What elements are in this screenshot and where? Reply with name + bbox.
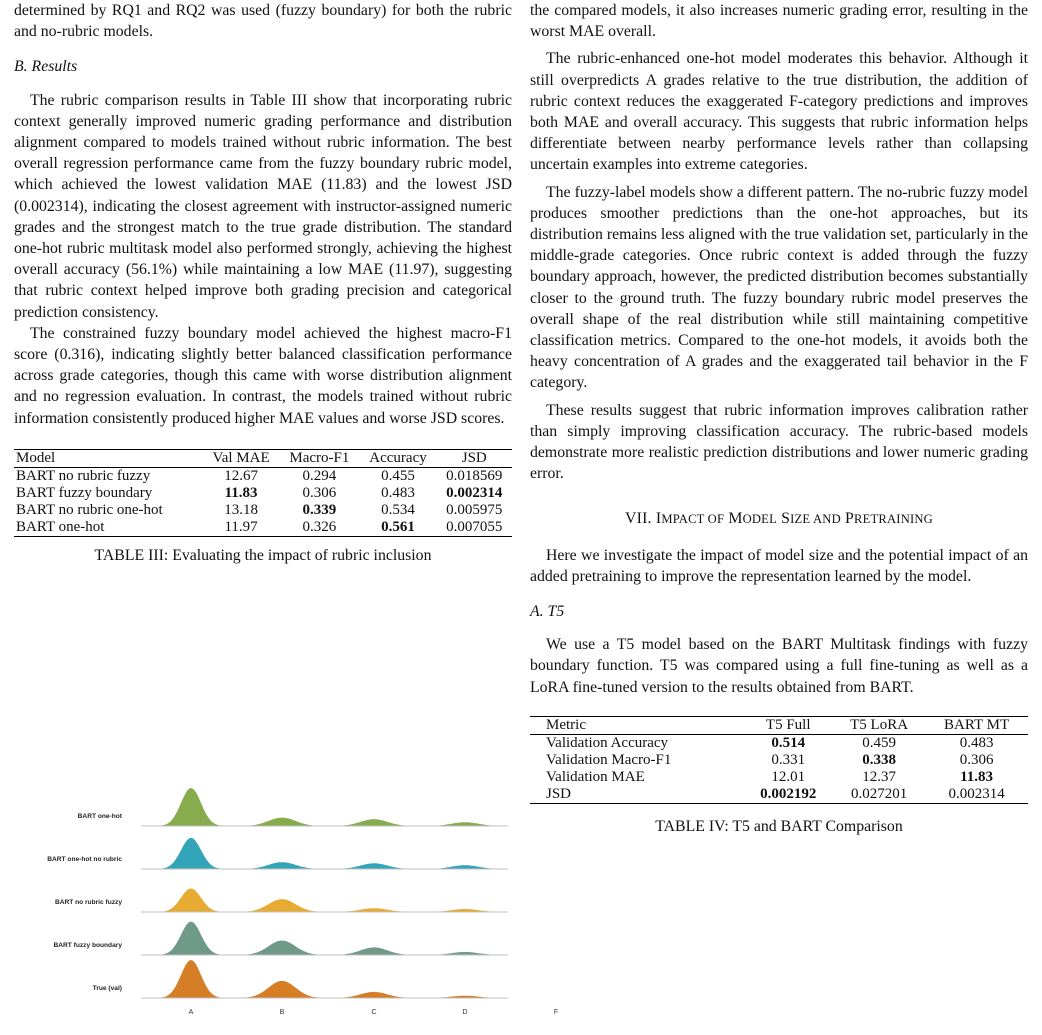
ridge-series-0 xyxy=(141,788,508,826)
table-header: Val MAE xyxy=(212,449,270,466)
table-cell: BART no rubric one-hot xyxy=(16,501,163,518)
ridge-series-label: BART one-hot no rubric xyxy=(47,856,122,863)
ridge-series-4 xyxy=(141,960,508,998)
ridge-x-tick-label: C xyxy=(371,1009,377,1016)
table-cell: Validation MAE xyxy=(546,768,645,785)
table-cell: 0.306 xyxy=(302,484,337,501)
table-iv xyxy=(530,716,1028,804)
table-cell-best: 11.83 xyxy=(960,768,994,785)
table-cell: 0.018569 xyxy=(446,467,503,484)
table-cell: BART one-hot xyxy=(16,518,105,535)
table-cell: BART no rubric fuzzy xyxy=(16,467,151,484)
table-cell: 0.483 xyxy=(381,484,415,501)
ridge-series-label: BART one-hot xyxy=(77,813,122,820)
ridge-series-2 xyxy=(141,889,508,913)
table-cell: 12.01 xyxy=(771,768,806,785)
table-cell: 11.97 xyxy=(224,518,258,535)
table-header: JSD xyxy=(461,449,487,466)
table-cell: 0.306 xyxy=(959,751,994,768)
table-header: Accuracy xyxy=(369,449,427,466)
ridge-x-tick-label: B xyxy=(279,1009,285,1016)
table-header: T5 Full xyxy=(765,716,811,733)
table-cell: 0.027201 xyxy=(850,785,908,802)
paragraph: The rubric-enhanced one-hot model moderates this behavior. Although it still overpredicts A grades relative to the true distribution, the addition of rubric context reduces the exaggerated F-category predictions and improves both MAE and overall accuracy. This suggests that rubric information helps differentiate between nearby performance levels rather than collapsing uncertain examples into extreme categories. xyxy=(530,50,1028,174)
table-cell-best: 0.339 xyxy=(302,501,337,518)
paragraph: determined by RQ1 and RQ2 was used (fuzzy boundary) for both the rubric and no-rubric models. xyxy=(14,2,512,41)
table-cell: 0.326 xyxy=(302,518,337,535)
table-cell: 0.331 xyxy=(771,751,806,768)
table-header: Metric xyxy=(546,716,586,733)
table-row xyxy=(14,502,512,519)
paragraph: the compared models, it also increases numeric grading error, resulting in the worst MAE overall. xyxy=(530,2,1028,41)
paragraph: Here we investigate the impact of model size and the potential impact of an added pretraining to improve the representation learned by the model. xyxy=(530,546,1028,585)
table-cell: 12.37 xyxy=(862,768,896,785)
table-header-row xyxy=(14,449,512,467)
ridge-x-tick-label: D xyxy=(462,1009,468,1016)
table-cell: 0.455 xyxy=(381,467,415,484)
table-cell: JSD xyxy=(546,785,572,802)
paragraph: The fuzzy-label models show a different pattern. The no-rubric fuzzy model produces smoother predictions than the one-hot approaches, but its distribution remains less aligned with the true validation set, particularly in the middle-grade categories. Once rubric context is added through the fuzzy boundary approach, however, the predicted distribution becomes substantially closer to the ground truth. The fuzzy boundary rubric model preserves the overall shape of the real distribution while still maintaining competitive classification metrics. Compared to the one-hot models, it avoids both the heavy concentration of A grades and the exaggerated tail behavior in the F category. xyxy=(530,183,1028,392)
paragraph: These results suggest that rubric information improves calibration rather than simply improving classification accuracy. The rubric-based models demonstrate more realistic prediction distributions and lower numeric grading error. xyxy=(530,401,1028,483)
ridge-series-1 xyxy=(141,838,508,869)
ridge-series-3 xyxy=(141,922,508,955)
table-cell: 0.002314 xyxy=(948,785,1005,802)
paragraph: We use a T5 model based on the BART Multitask findings with fuzzy boundary function. T5 was compared using a full fine-tuning as well as a LoRA fine-tuned version to the results obtained from BART. xyxy=(530,636,1028,696)
table-cell: 13.18 xyxy=(224,501,258,518)
table-cell: 0.005975 xyxy=(446,501,503,518)
table-cell: 0.483 xyxy=(959,734,994,751)
ridge-x-tick-label: F xyxy=(553,1009,559,1016)
ridge-x-tick-label: A xyxy=(188,1009,194,1016)
table-header-row xyxy=(530,716,1028,734)
table-row xyxy=(530,734,1028,752)
table-caption: TABLE III: Evaluating the impact of rubric inclusion xyxy=(94,546,432,564)
subsection-heading-t5: A. T5 xyxy=(530,603,565,621)
table-row xyxy=(530,752,1028,769)
table-header: Macro-F1 xyxy=(289,449,350,466)
table-iii xyxy=(14,449,512,537)
table-header: BART MT xyxy=(944,716,1010,733)
table-cell: 0.007055 xyxy=(446,518,503,535)
table-cell-best: 0.561 xyxy=(381,518,415,535)
paragraph: The rubric comparison results in Table III show that incorporating rubric context generally improved numeric grading performance and distribution alignment compared to models trained without rubric information. The best overall regression performance came from the fuzzy boundary rubric model, which achieved the lowest validation MAE (11.83) and the lowest JSD (0.002314), indicating the closest agreement with instructor-assigned numeric grades and the strongest match to the true grade distribution. The standard one-hot rubric multitask model also performed strongly, achieving the highest overall accuracy (56.1%) while maintaining a low MAE (11.97), suggesting that rubric context helped improve both grading precision and categorical prediction consistency. xyxy=(14,91,512,321)
table-row xyxy=(14,485,512,502)
table-caption: TABLE IV: T5 and BART Comparison xyxy=(655,817,903,835)
table-cell: BART fuzzy boundary xyxy=(16,484,153,501)
table-cell-best: 0.338 xyxy=(862,751,896,768)
table-cell: 0.534 xyxy=(381,501,415,518)
table-row xyxy=(14,519,512,537)
left-column xyxy=(14,0,512,566)
table-row xyxy=(530,769,1028,786)
ridge-series-label: True (val) xyxy=(92,985,122,992)
table-cell-best: 0.514 xyxy=(771,734,806,751)
table-cell: 12.67 xyxy=(224,467,258,484)
table-cell-best: 0.002314 xyxy=(446,484,503,501)
section-heading: VII. IMPACT OF MODEL SIZE AND PRETRAINING xyxy=(625,510,933,528)
table-header: Model xyxy=(16,449,56,466)
right-column xyxy=(530,0,1028,837)
table-cell-best: 11.83 xyxy=(224,484,258,501)
table-cell: 0.459 xyxy=(862,734,896,751)
paragraph: The constrained fuzzy boundary model achieved the highest macro-F1 score (0.316), indicating slightly better balanced classification performance across grade categories, though this came with worse distribution alignment and no regression evaluation. In contrast, the models trained without rubric information consistently produced higher MAE values and worse JSD scores. xyxy=(14,324,512,427)
table-header: T5 LoRA xyxy=(850,716,909,733)
table-cell: 0.294 xyxy=(302,467,337,484)
table-cell: Validation Accuracy xyxy=(546,734,669,751)
subsection-heading-results: B. Results xyxy=(14,58,78,76)
table-cell: Validation Macro-F1 xyxy=(546,751,672,768)
ridge-series-label: BART no rubric fuzzy xyxy=(54,899,122,906)
table-cell-best: 0.002192 xyxy=(760,785,817,802)
table-row xyxy=(14,467,512,485)
ridge-series-label: BART fuzzy boundary xyxy=(53,942,122,949)
table-row xyxy=(530,786,1028,804)
